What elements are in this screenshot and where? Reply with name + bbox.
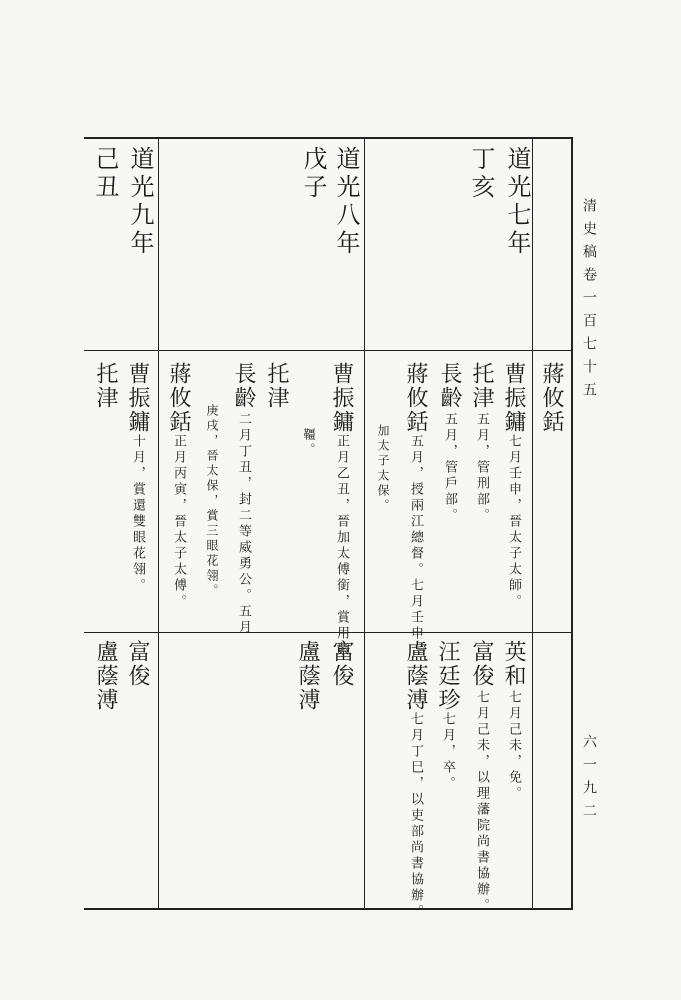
ganzhi-label-7: 丁亥 <box>467 146 495 202</box>
entry-name: 托津 <box>264 362 289 410</box>
grand-secretary-list-name: 蔣攸銛 <box>539 362 564 434</box>
entry-note: 正月丙寅，晉太子太傅。 <box>171 434 186 610</box>
entry-note: 五月，授兩江總督。七月壬申， <box>408 434 423 658</box>
entry-note: 七月丁巳，以吏部尚書協辦。 <box>408 712 423 920</box>
entry-name: 英和 <box>501 640 526 688</box>
entry-name: 曹振鏞 <box>125 362 150 434</box>
entry-name: 曹振鏞 <box>329 362 354 434</box>
entry-note: 七月壬申，晉太子太師。 <box>506 434 521 610</box>
side-title: 清史稿卷一百七十五 <box>581 198 597 405</box>
entry-name: 盧蔭溥 <box>295 640 320 712</box>
entry-name: 蔣攸銛 <box>403 362 428 434</box>
row-divider-1 <box>532 137 533 910</box>
entry-note: 五月，管刑部。 <box>474 412 489 524</box>
year-label-7: 道光七年 <box>503 146 531 258</box>
entry-note: 七月，卒。 <box>440 712 455 792</box>
entry-name: 托津 <box>93 362 118 410</box>
entry-note-continued: 庚戌，晉太保，賞三眼花翎。 <box>205 404 219 599</box>
entry-name: 長齡 <box>437 362 462 410</box>
entry-name: 富俊 <box>469 640 494 688</box>
entry-name: 盧蔭溥 <box>93 640 118 712</box>
entry-name: 富俊 <box>125 640 150 688</box>
entry-note: 七月己未，免。 <box>506 690 521 802</box>
year-label-9: 道光九年 <box>126 146 154 258</box>
entry-note: 二月丁丑，封二等威勇公。五月 <box>236 412 251 636</box>
entry-note-continued: 加太子太保。 <box>376 424 390 514</box>
entry-name: 長齡 <box>231 362 256 410</box>
ganzhi-label-9: 己丑 <box>91 146 119 202</box>
entry-name: 曹振鏞 <box>501 362 526 434</box>
entry-note: 五月，管戶部。 <box>442 412 457 524</box>
ganzhi-label-8: 戊子 <box>299 146 327 202</box>
entry-note-continued: 韁。 <box>302 428 316 458</box>
page-number: 六一九二 <box>581 734 597 826</box>
entry-note: 正月乙丑，晉加太傅銜，賞用紫 <box>334 434 349 658</box>
entry-name: 富俊 <box>329 640 354 688</box>
entry-note: 十月，賞還雙眼花翎。 <box>130 434 145 594</box>
row-divider-2 <box>364 137 365 910</box>
row-divider-3 <box>158 137 159 910</box>
entry-name: 盧蔭溥 <box>403 640 428 712</box>
entry-name: 蔣攸銛 <box>166 362 191 434</box>
year-label-8: 道光八年 <box>332 146 360 258</box>
entry-note: 七月己未，以理藩院尚書協辦。 <box>474 690 489 914</box>
entry-name: 托津 <box>469 362 494 410</box>
right-border <box>571 137 573 910</box>
entry-name: 汪廷珍 <box>435 640 460 712</box>
